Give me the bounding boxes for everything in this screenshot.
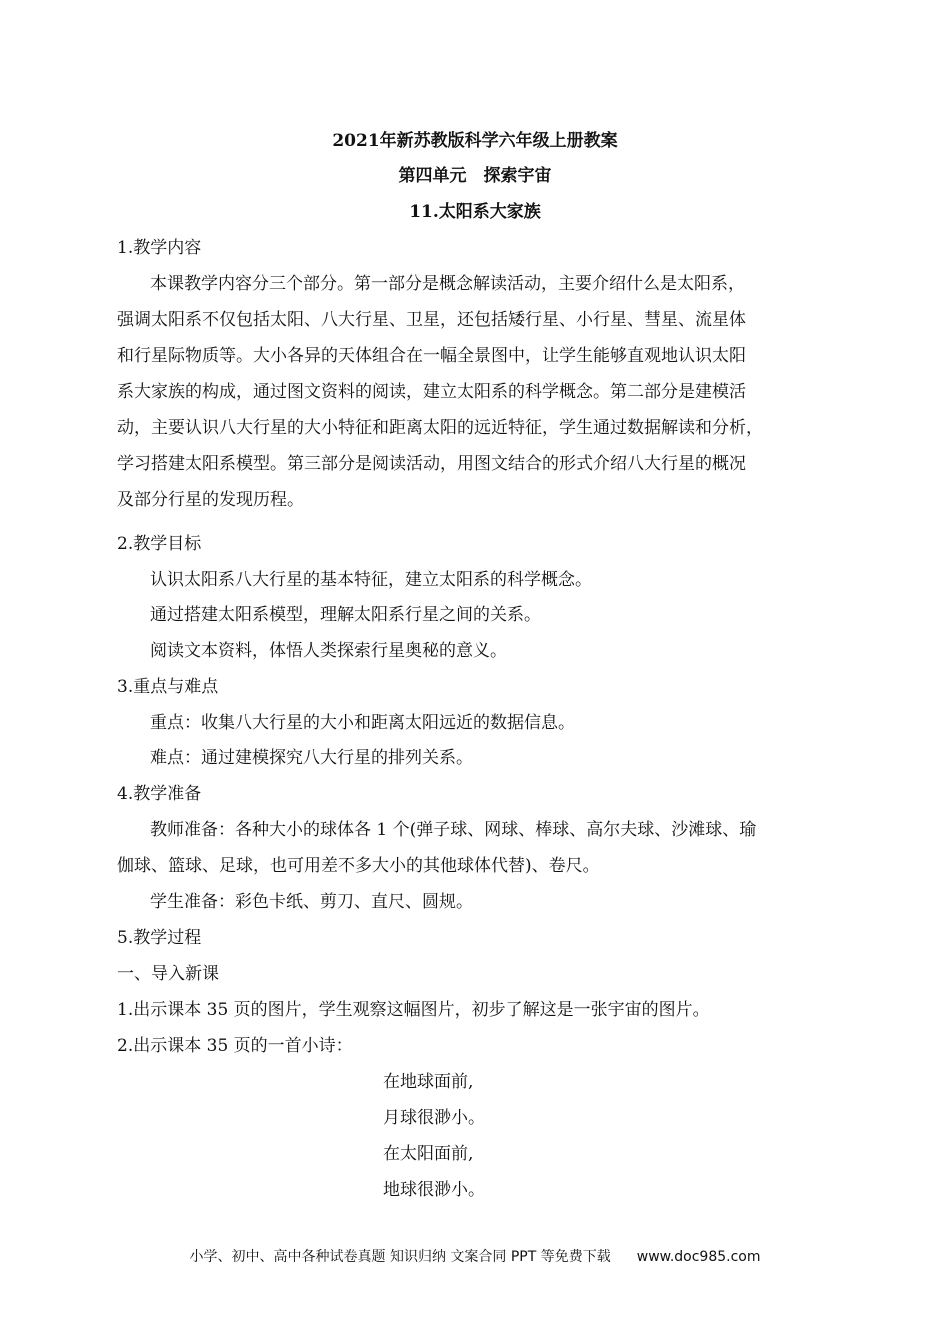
poem-line: 在太阳面前, (383, 1144, 474, 1164)
paragraph-line: 强调太阳系不仅包括太阳、八大行星、卫星，还包括矮行星、小行星、彗星、流星体 (117, 310, 746, 330)
paragraph-line: 本课教学内容分三个部分。第一部分是概念解读活动，主要介绍什么是太阳系， (150, 274, 745, 294)
section-heading-keypoints: 3.重点与难点 (117, 677, 219, 697)
objective-item: 认识太阳系八大行星的基本特征，建立太阳系的科学概念。 (150, 570, 592, 590)
paragraph-line: 及部分行星的发现历程。 (117, 490, 304, 510)
footer (0, 1246, 950, 1266)
objective-item: 阅读文本资料，体悟人类探索行星奥秘的意义。 (150, 641, 507, 661)
unit-title: 第四单元 探索宇宙 (398, 166, 552, 186)
document-title: 2021年新苏教版科学六年级上册教案 (332, 131, 618, 151)
footer-text: 小学、初中、高中各种试卷真题 知识归纳 文案合同 PPT 等免费下载 (189, 1249, 611, 1265)
paragraph-line: 学习搭建太阳系模型。第三部分是阅读活动，用图文结合的形式介绍八大行星的概况 (117, 454, 746, 474)
section-heading-preparation: 4.教学准备 (117, 784, 202, 804)
section-heading-objectives: 2.教学目标 (117, 534, 202, 554)
poem-line: 地球很渺小。 (383, 1180, 485, 1200)
lesson-title: 11.太阳系大家族 (409, 202, 541, 222)
section-heading-process: 5.教学过程 (117, 928, 202, 948)
paragraph-line: 和行星际物质等。大小各异的天体组合在一幅全景图中，让学生能够直观地认识太阳 (117, 346, 746, 366)
student-preparation: 学生准备：彩色卡纸、剪刀、直尺、圆规。 (150, 892, 473, 912)
paragraph-line: 动，主要认识八大行星的大小特征和距离太阳的远近特征，学生通过数据解读和分析， (117, 418, 763, 438)
keypoint-item: 难点：通过建模探究八大行星的排列关系。 (150, 748, 473, 768)
teacher-preparation-cont: 伽球、篮球、足球，也可用差不多大小的其他球体代替)、卷尺。 (117, 856, 600, 876)
sub-heading-intro: 一、导入新课 (117, 964, 219, 984)
teacher-preparation: 教师准备：各种大小的球体各 1 个(弹子球、网球、棒球、高尔夫球、沙滩球、瑜 (150, 820, 757, 840)
objective-item: 通过搭建太阳系模型，理解太阳系行星之间的关系。 (150, 605, 541, 625)
process-step: 1.出示课本 35 页的图片，学生观察这幅图片，初步了解这是一张宇宙的图片。 (117, 1000, 710, 1020)
keypoint-item: 重点：收集八大行星的大小和距离太阳远近的数据信息。 (150, 713, 575, 733)
process-step: 2.出示课本 35 页的一首小诗： (117, 1036, 353, 1056)
poem-line: 在地球面前, (383, 1072, 474, 1092)
paragraph-line: 系大家族的构成，通过图文资料的阅读，建立太阳系的科学概念。第二部分是建模活 (117, 382, 746, 402)
section-heading-content: 1.教学内容 (117, 238, 202, 258)
poem-line: 月球很渺小。 (383, 1108, 485, 1128)
footer-site-link[interactable]: www.doc985.com (636, 1249, 761, 1265)
